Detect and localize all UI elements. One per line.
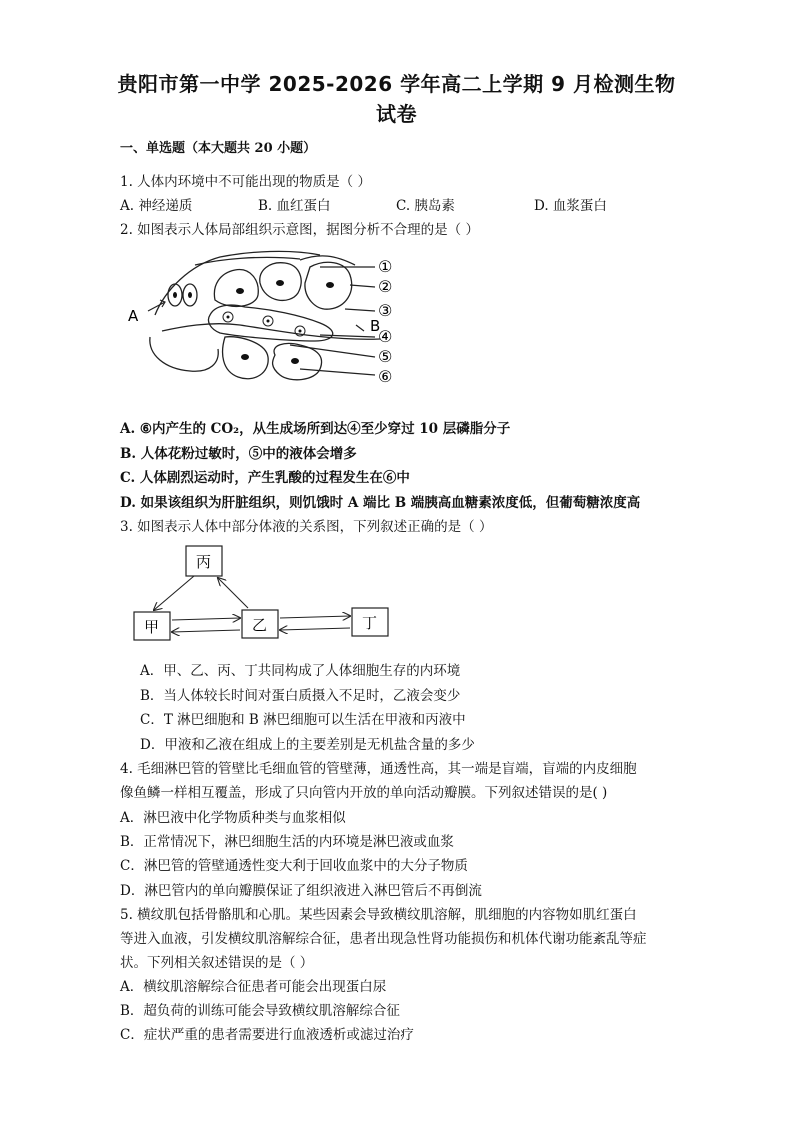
tissue-diagram [120,245,420,390]
question-5-stem-line3: 状。下列相关叙述错误的是（ ） [120,955,314,971]
page-title-line2: 试卷 [376,102,417,126]
label-4: ④ [378,327,393,346]
leader-line-3 [345,309,375,311]
nucleus [188,292,192,298]
leader-line-6 [300,369,375,375]
question-3-stem: 3. 如图表示人体中部分体液的关系图，下列叙述正确的是（ ） [120,519,493,535]
label-2: ② [378,277,393,296]
section-heading: 一、单选题（本大题共 20 小题） [120,141,317,156]
nucleus [276,280,284,286]
label-5: ⑤ [378,347,393,366]
label-ding: 丁 [362,614,378,632]
label-1: ① [378,257,393,276]
question-2-stem: 2. 如图表示人体局部组织示意图，据图分析不合理的是（ ） [120,222,479,238]
nucleus [291,358,299,364]
question-5-option-c: C．症状严重的患者需要进行血液透析或滤过治疗 [120,1027,414,1043]
question-5-option-b: B．超负荷的训练可能会导致横纹肌溶解综合征 [120,1003,400,1019]
page-title: 贵阳市第一中学 2025-2026 学年高二上学期 9 月检测生物 [117,72,676,96]
body-fluid-diagram [130,540,395,645]
label-b: B [370,317,381,335]
interstitial-boundary [150,337,218,371]
label-jia: 甲 [144,618,160,636]
question-4-option-c: C．淋巴管的管壁通透性变大利于回收血浆中的大分子物质 [120,858,468,874]
label-6: ⑥ [378,367,393,386]
question-2-option-c: C. 人体剧烈运动时，产生乳酸的过程发生在⑥中 [120,470,410,486]
question-3-option-a: A．甲、乙、丙、丁共同构成了人体细胞生存的内环境 [140,663,461,679]
outflow-arrow [356,325,364,331]
leader-line-2 [350,285,375,287]
arrow-yi-to-ding [280,616,350,618]
question-2-option-a: A. ⑥内产生的 CO₂，从生成场所到达④至少穿过 10 层磷脂分子 [120,421,511,437]
leader-line-5 [290,345,375,357]
question-4-option-a: A．淋巴液中化学物质种类与血浆相似 [120,810,346,826]
arrow-jia-to-yi [172,618,240,620]
leader-line-4 [320,335,375,337]
question-3-option-d: D．甲液和乙液在组成上的主要差别是无机盐含量的多少 [140,737,475,753]
label-3: ③ [378,301,393,320]
vessel-inner-line [195,257,300,265]
question-1-stem: 1. 人体内环境中不可能出现的物质是（ ） [120,174,371,190]
question-2-option-d: D. 如果该组织为肝脏组织，则饥饿时 A 端比 B 端胰高血糖素浓度低，但葡萄糖浓度高 [120,495,641,511]
arrow-ding-to-yi [280,628,350,630]
capillary-lower-wall [162,324,380,340]
question-4-stem-line2: 像鱼鳞一样相互覆盖，形成了只向管内开放的单向活动瓣膜。下列叙述错误的是( ) [120,785,608,801]
nucleus [326,282,334,288]
question-2-option-b: B. 人体花粉过敏时，⑤中的液体会增多 [120,446,357,462]
label-bing: 丙 [196,553,212,571]
nucleus [236,288,244,294]
arrow-yi-to-jia [172,630,240,632]
question-3-option-c: C．T 淋巴细胞和 B 淋巴细胞可以生活在甲液和丙液中 [140,712,466,728]
lymph-vessel-wall [300,256,355,265]
question-1-option-a: A. 神经递质 [120,198,193,214]
tissue-cell [214,270,258,307]
question-5-stem-line2: 等进入血液，引发横纹肌溶解综合征，患者出现急性肾功能损伤和机体代谢功能紊乱等症 [120,931,647,947]
label-yi: 乙 [252,616,268,634]
question-1-option-b: B. 血红蛋白 [258,198,331,214]
nucleus [173,292,177,298]
question-5-option-a: A．横纹肌溶解综合征患者可能会出现蛋白尿 [120,979,387,995]
arrow-bing-to-jia [154,576,194,610]
question-4-option-b: B．正常情况下，淋巴细胞生活的内环境是淋巴液或血浆 [120,834,454,850]
nucleus [241,354,249,360]
question-4-option-d: D．淋巴管内的单向瓣膜保证了组织液进入淋巴管后不再倒流 [120,883,482,899]
question-5-stem-line1: 5. 横纹肌包括骨骼肌和心肌。某些因素会导致横纹肌溶解，肌细胞的内容物如肌红蛋白 [120,907,637,923]
question-3-option-b: B．当人体较长时间对蛋白质摄入不足时，乙液会变少 [140,688,461,704]
question-4-stem-line1: 4. 毛细淋巴管的管壁比毛细血管的管壁薄，通透性高，其一端是盲端，盲端的内皮细胞 [120,761,637,777]
question-1-option-c: C. 胰岛素 [396,198,455,214]
question-1-option-d: D. 血浆蛋白 [534,198,607,214]
label-a: A [128,307,139,325]
arrow-yi-to-bing [218,578,248,608]
